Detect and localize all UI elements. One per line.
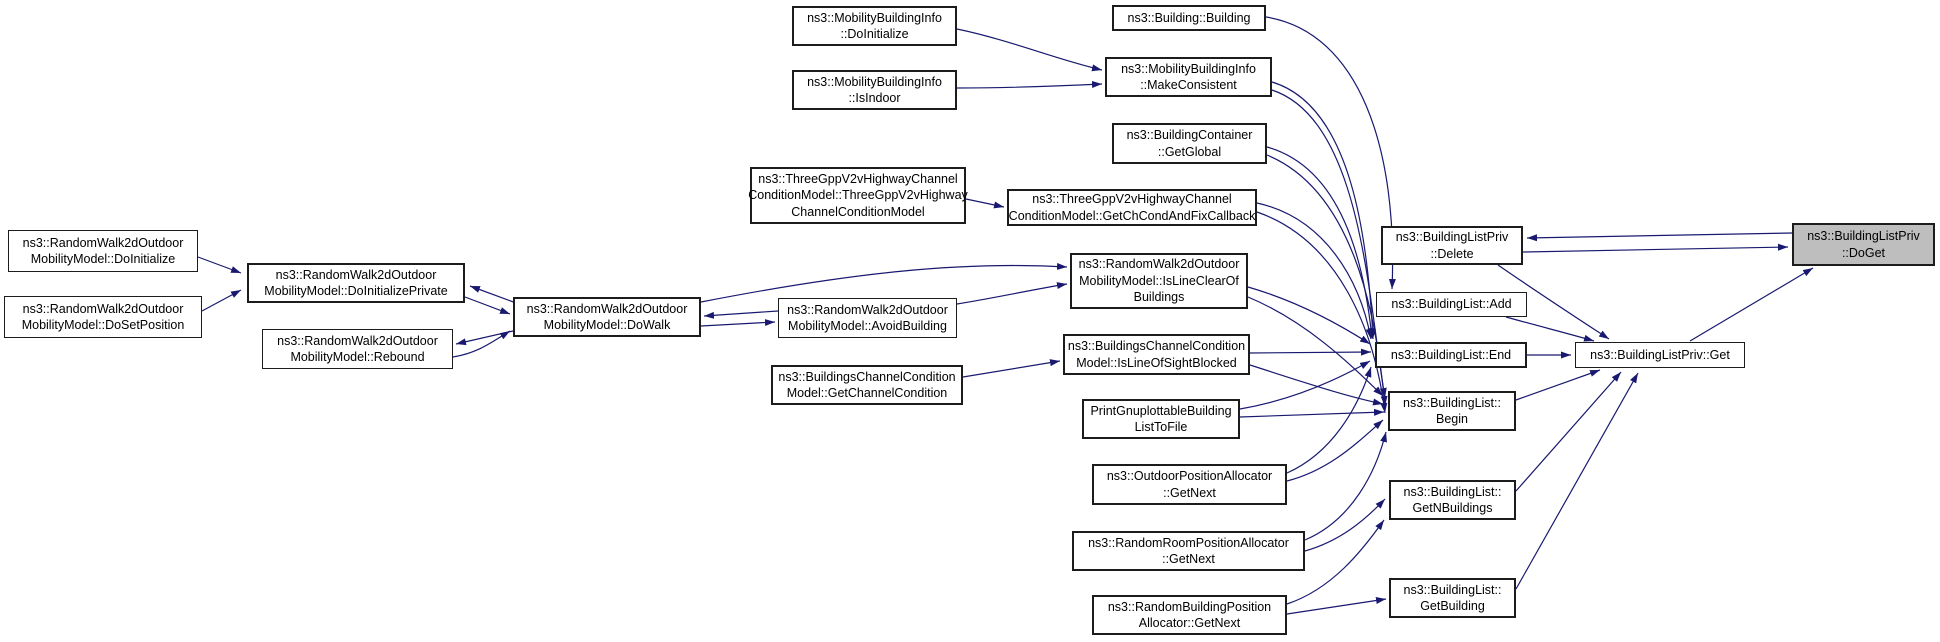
edge-tgpp-ctor-to-tgpp-getchcond [966, 199, 1004, 207]
node-label-line: ns3::Building::Building [1127, 10, 1251, 25]
node-label-line: ns3::RandomWalk2dOutdoor [22, 235, 184, 250]
node-label-line: Begin [1436, 412, 1468, 426]
edge-rw-dowalk-to-rw-islineclear [701, 265, 1067, 302]
node-label-line: MobilityModel::DoWalk [543, 318, 671, 332]
node-label-line: ns3::BuildingsChannelCondition [778, 369, 956, 384]
node-label-line: ns3::BuildingsChannelCondition [1067, 339, 1246, 353]
edge-bcc-islosblocked-to-bl-end [1250, 352, 1371, 353]
node-label-line: ns3::BuildingList::End [1390, 347, 1512, 362]
edge-bl-getbuilding-to-blp-get [1516, 373, 1638, 589]
edge-outdoor-getnext-to-bl-end [1287, 367, 1371, 473]
node-label-line: Model::IsLineOfSightBlocked [1076, 355, 1237, 370]
node-blp-delete[interactable] [1381, 226, 1523, 265]
node-outdoor-getnext[interactable] [1092, 464, 1287, 505]
edge-rw-avoidbuilding-to-rw-dowalk [704, 311, 778, 316]
node-label-line: ConditionModel::GetChCondAndFixCallback [1008, 208, 1256, 223]
edge-outdoor-getnext-to-bl-begin [1287, 420, 1383, 481]
node-rw-avoidbuilding[interactable] [778, 298, 957, 338]
edge-blp-delete-to-blp-doget [1523, 247, 1788, 252]
edge-rw-islineclear-to-bl-end [1248, 287, 1370, 344]
edge-bl-begin-to-blp-get [1516, 370, 1600, 400]
edge-randombuilding-getnext-to-bl-getbuilding [1287, 599, 1386, 614]
node-label-line: ::GetNext [1163, 485, 1216, 500]
edge-randomroom-getnext-to-bl-getnbuildings [1305, 499, 1385, 551]
edge-rw-islineclear-to-bl-begin [1248, 297, 1383, 396]
node-label-line: ns3::BuildingContainer [1126, 128, 1253, 142]
node-label-line: MobilityModel::IsLineClearOf [1079, 273, 1239, 288]
node-label-line: GetBuilding [1420, 599, 1485, 613]
node-randomroom-getnext[interactable] [1072, 531, 1305, 571]
node-bcc-getchannelcond[interactable] [771, 365, 963, 405]
node-label-line: ns3::MobilityBuildingInfo [1121, 61, 1256, 76]
node-bl-begin[interactable] [1388, 391, 1516, 431]
node-label-line: ns3::RandomRoomPositionAllocator [1088, 535, 1289, 550]
node-label-line: MobilityModel::Rebound [290, 350, 425, 364]
node-label-line: ns3::RandomBuildingPosition [1107, 599, 1272, 614]
node-label-line: ns3::RandomWalk2dOutdoor [1078, 257, 1240, 272]
edge-rw-doinitialize-to-rw-doinitializeprivate [198, 257, 241, 273]
edge-rw-avoidbuilding-to-rw-islineclear [957, 284, 1067, 304]
node-label-line: ::GetNext [1162, 552, 1215, 566]
node-bl-end[interactable] [1375, 342, 1527, 368]
node-bcc-islosblocked[interactable] [1063, 334, 1250, 375]
edge-blp-doget-to-blp-delete [1527, 233, 1792, 238]
edge-building-building-to-bl-add [1266, 17, 1393, 289]
edge-rw-doinitializeprivate-to-rw-dowalk [465, 297, 510, 314]
edge-rw-rebound-to-rw-dowalk [453, 331, 510, 357]
node-label-line: ns3::BuildingListPriv::Get [1590, 347, 1730, 362]
node-label-line: MobilityModel::DoSetPosition [21, 318, 185, 332]
node-label-line: MobilityModel::DoInitialize [30, 252, 176, 266]
node-rw-dosetposition[interactable] [4, 296, 202, 338]
node-tgpp-getchcond[interactable] [1007, 189, 1257, 226]
node-bl-add[interactable] [1376, 292, 1527, 317]
node-label-line: ns3::RandomWalk2dOutdoor [277, 333, 438, 348]
node-label-line: Allocator::GetNext [1138, 616, 1241, 630]
node-label-line: ns3::MobilityBuildingInfo [807, 10, 942, 25]
node-label-line: ns3::BuildingList:: [1403, 395, 1501, 410]
node-label-line: ListToFile [1134, 420, 1188, 434]
edge-bcc-getchannelcond-to-bcc-islosblocked [963, 361, 1060, 377]
edge-tgpp-getchcond-to-bl-end [1257, 203, 1371, 339]
edge-blp-get-to-blp-doget [1690, 268, 1813, 341]
node-label-line: ns3::RandomWalk2dOutdoor [526, 301, 688, 316]
node-label-line: ns3::BuildingList:: [1403, 484, 1502, 499]
node-mbi-isindoor[interactable] [792, 70, 957, 110]
node-label-line: ns3::MobilityBuildingInfo [807, 74, 942, 89]
edge-rw-dowalk-to-rw-rebound [456, 331, 513, 344]
edge-bc-getglobal-to-bl-begin [1267, 155, 1385, 406]
node-tgpp-ctor[interactable] [750, 167, 966, 224]
edge-bcc-islosblocked-to-bl-begin [1250, 365, 1383, 404]
node-label-line: ::DoInitialize [840, 27, 909, 41]
node-mbi-makeconsistent[interactable] [1105, 57, 1272, 97]
node-label-line: ConditionModel::ThreeGppV2vHighway [748, 188, 968, 203]
node-label-line: ns3::RandomWalk2dOutdoor [787, 302, 948, 317]
node-bc-getglobal[interactable] [1112, 123, 1267, 164]
edge-rw-dowalk-to-rw-doinitializeprivate [470, 286, 516, 303]
node-randombuilding-getnext[interactable] [1092, 595, 1287, 635]
node-blp-doget [1792, 223, 1935, 266]
node-bl-getbuilding[interactable] [1389, 578, 1516, 618]
node-rw-doinitializeprivate[interactable] [247, 263, 465, 303]
node-label-line: MobilityModel::DoInitializePrivate [264, 284, 448, 298]
node-label-line: GetNBuildings [1412, 501, 1493, 515]
node-rw-islineclear[interactable] [1070, 253, 1248, 309]
edge-randomroom-getnext-to-bl-begin [1305, 432, 1386, 540]
node-rw-doinitialize[interactable] [8, 230, 198, 272]
node-label-line: Buildings [1133, 290, 1185, 305]
node-label-line: Model::GetChannelCondition [786, 386, 948, 400]
node-mbi-doinitialize[interactable] [792, 6, 957, 46]
node-rw-dowalk[interactable] [513, 297, 701, 337]
node-label-line: ns3::RandomWalk2dOutdoor [275, 267, 437, 282]
node-label-line: MobilityModel::AvoidBuilding [788, 319, 947, 333]
node-label-line: ns3::BuildingListPriv [1395, 230, 1509, 244]
node-label-line: ::Delete [1430, 246, 1474, 261]
node-label-line: ns3::ThreeGppV2vHighwayChannel [758, 171, 958, 186]
node-label-line: PrintGnuplottableBuilding [1090, 403, 1232, 418]
node-label-line: ns3::BuildingListPriv [1807, 229, 1920, 243]
node-label-line: ::MakeConsistent [1140, 78, 1237, 92]
edge-mbi-doinitialize-to-mbi-makeconsistent [957, 29, 1102, 70]
node-label-line: ::GetGlobal [1157, 144, 1222, 159]
edge-mbi-isindoor-to-mbi-makeconsistent [957, 84, 1102, 88]
node-label-line: ns3::BuildingList::Add [1391, 297, 1512, 312]
node-label-line: ns3::ThreeGppV2vHighwayChannel [1032, 192, 1232, 206]
edge-rw-dosetposition-to-rw-doinitializeprivate [202, 290, 241, 311]
node-rw-rebound[interactable] [262, 329, 453, 369]
node-label-line: ::DoGet [1841, 245, 1886, 260]
node-blp-get[interactable] [1575, 342, 1745, 368]
edge-rw-dowalk-to-rw-avoidbuilding [701, 322, 775, 326]
node-label-line: ChannelConditionModel [791, 204, 925, 219]
node-label-line: ns3::BuildingList:: [1403, 582, 1502, 597]
node-label-line: ns3::OutdoorPositionAllocator [1106, 469, 1273, 483]
node-label-line: ::IsIndoor [848, 91, 901, 105]
node-building-building[interactable] [1112, 5, 1266, 31]
node-printgnuplot[interactable] [1082, 399, 1240, 439]
node-bl-getnbuildings[interactable] [1389, 480, 1516, 520]
node-label-line: ns3::RandomWalk2dOutdoor [22, 301, 184, 316]
edge-printgnuplot-to-bl-begin [1240, 412, 1384, 417]
